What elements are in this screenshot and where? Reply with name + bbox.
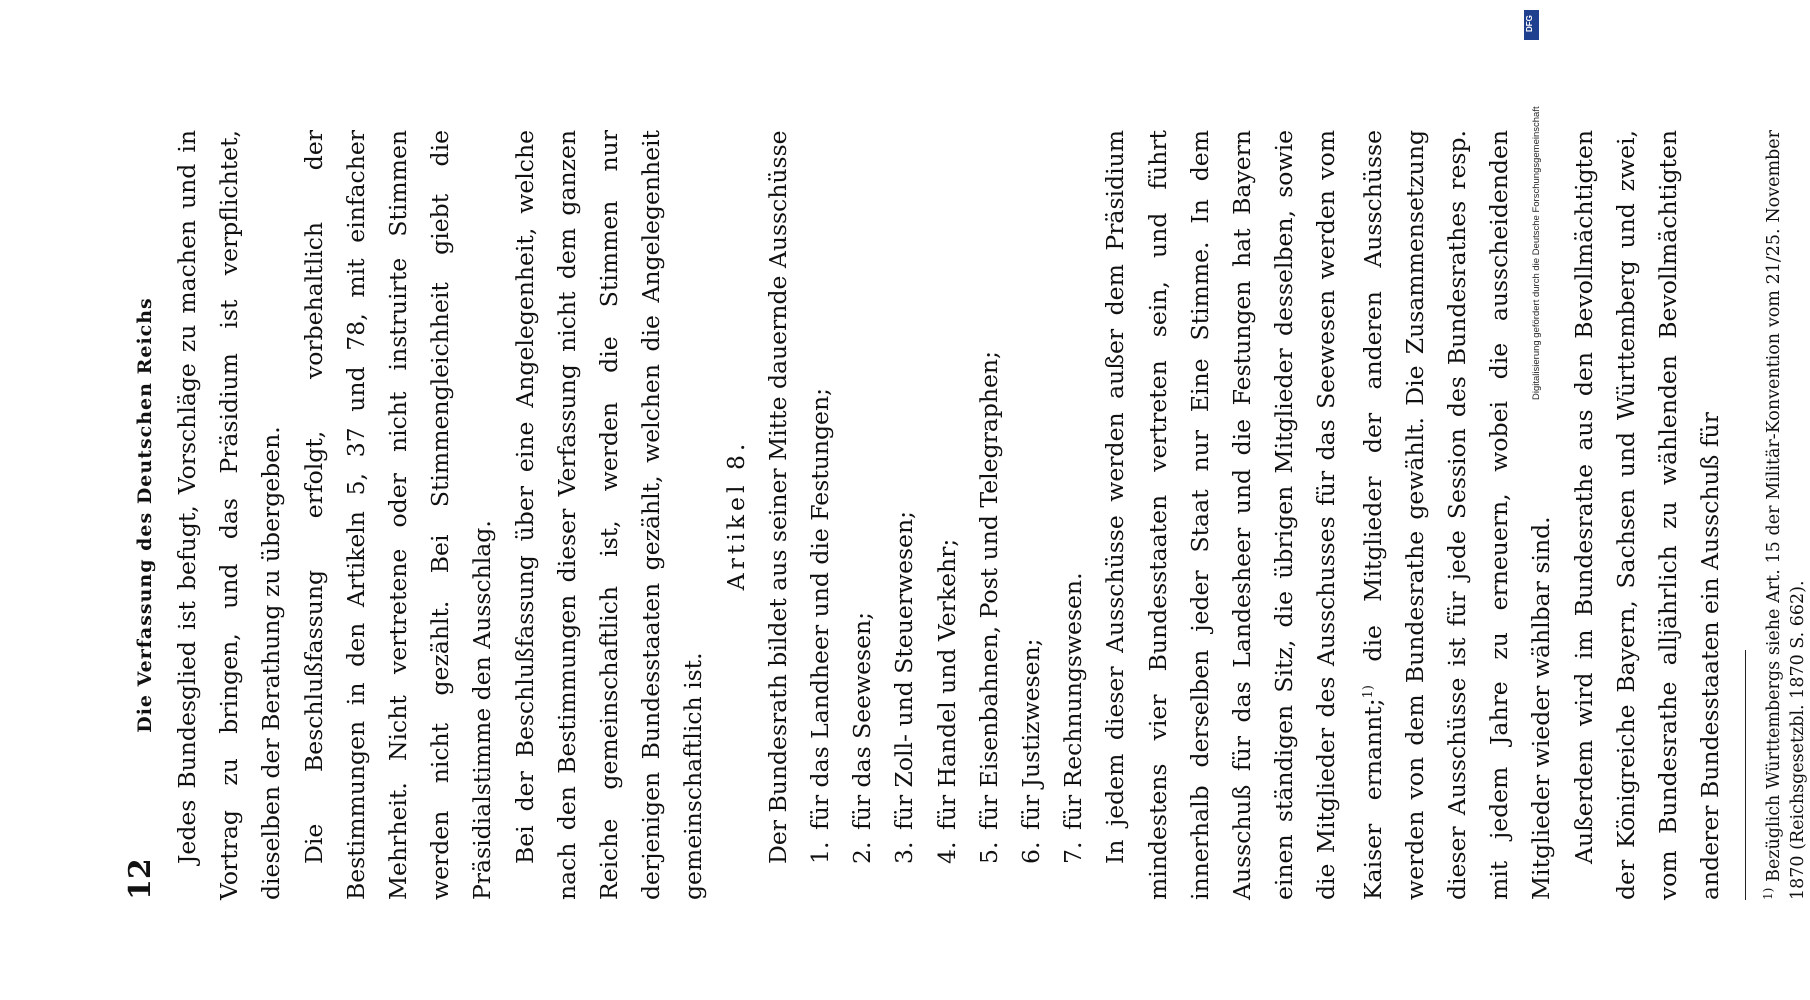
list-item [883,130,925,900]
paragraph-1: Jedes Bundesglied ist befugt, Vorschläge zu machen und in Vortrag zu bringen, und das Präsidium ist verpflichtet, dieselben der Berathung zu übergeben. [173,130,286,900]
list-number: 1. [806,841,835,864]
list-number: 2. [848,841,877,864]
list-item [841,130,883,900]
list-text: für Eisenbahnen, Post und Telegraphen; [974,351,1003,830]
dfg-attribution [1519,8,1543,428]
running-head: Die Verfassung des Deutschen Reichs [134,297,156,733]
list-text: für Justizwesen; [1017,638,1046,830]
list-text: für das Seewesen; [848,611,877,830]
footnote [1756,130,1810,900]
paragraph-4-continuation: die Mitglieder der anderen Ausschüsse werden von dem Bundesrathe gewählt. Die Zusammensetzung dieser Ausschüsse ist für jede Session des Bundesrathes resp. mit jedem Jahre zu erneuern, wobei die ausscheidenden Mitglieder wieder wählbar sind. [1358,129,1556,900]
paragraph-3: Bei der Beschlußfassung über eine Angelegenheit, welche nach den Bestimmungen dieser Verfassung nicht dem ganzen Reiche gemeinschaftlich ist, werden die Stimmen nur derjenigen Bundesstaaten gezählt, welchen die Angelegenheit gemeinschaftlich ist. [510,130,708,900]
dfg-logo-icon: DFG [1524,10,1539,40]
list-number: 6. [1017,841,1046,864]
page-body [118,130,1810,900]
footnote-reference: 1) [1360,685,1376,699]
list-number: 4. [932,841,961,864]
list-number: 5. [974,841,1003,864]
paragraph-2: Die Beschlußfassung erfolgt, vorbehaltlich der Bestimmungen in den Artikeln 5, 37 und 78, mit einfacher Mehrheit. Nicht vertretene oder nicht instruirte Stimmen werden nicht gezählt. Bei Stimmengleichheit giebt die Präsidialstimme den Ausschlag. [299,130,497,900]
footnote-divider [1745,650,1746,900]
page-number: 12 [123,858,158,900]
list-item [1010,130,1052,900]
paragraph-4 [1094,130,1562,900]
footnote-text: Bezüglich Württembergs siehe Art. 15 der Militär-Konvention vom 21/25. November 1870 (Reichsgesetzbl. 1870 S. 662). [1764,130,1809,900]
list-text: für das Landheer und die Festungen; [806,388,835,830]
list-text: für Rechnungswesen. [1059,572,1088,830]
footnote-mark: 1) [1761,887,1776,900]
list-item [1052,130,1094,900]
page-header [118,130,160,900]
committee-list [799,130,1094,900]
article-intro: Der Bundesrath bildet aus seiner Mitte dauernde Ausschüsse [763,130,792,864]
list-number: 7. [1059,841,1088,864]
list-text: für Zoll- und Steuerwesen; [890,510,919,830]
list-number: 3. [890,841,919,864]
dfg-attribution-text: Digitalisierung gefördert durch die Deutsche Forschungsgemeinschaft [1531,106,1542,400]
list-item [968,130,1010,900]
list-item [799,130,841,900]
list-item [926,130,968,900]
list-text: für Handel und Verkehr; [932,538,961,830]
article-heading: Artikel 8. [721,439,750,591]
paragraph-5: Außerdem wird im Bundesrathe aus den Bevollmächtigten der Königreiche Bayern, Sachsen und Württemberg und zwei, vom Bundesrathe alljährlich zu wählenden Bevollmächtigten anderer Bundesstaaten ein Ausschuß für [1569,130,1725,900]
paragraph-4-text: In jedem dieser Ausschüsse werden außer dem Präsidium mindestens vier Bundesstaaten vertreten sein, und führt innerhalb derselben jeder Staat nur Eine Stimme. In dem Ausschuß für das Landesheer und die Festungen hat Bayern einen ständigen Sitz, die übrigen Mitglieder desselben, sowie die Mitglieder des Ausschusses für das Seewesen werden vom Kaiser ernannt; [1101,130,1387,900]
